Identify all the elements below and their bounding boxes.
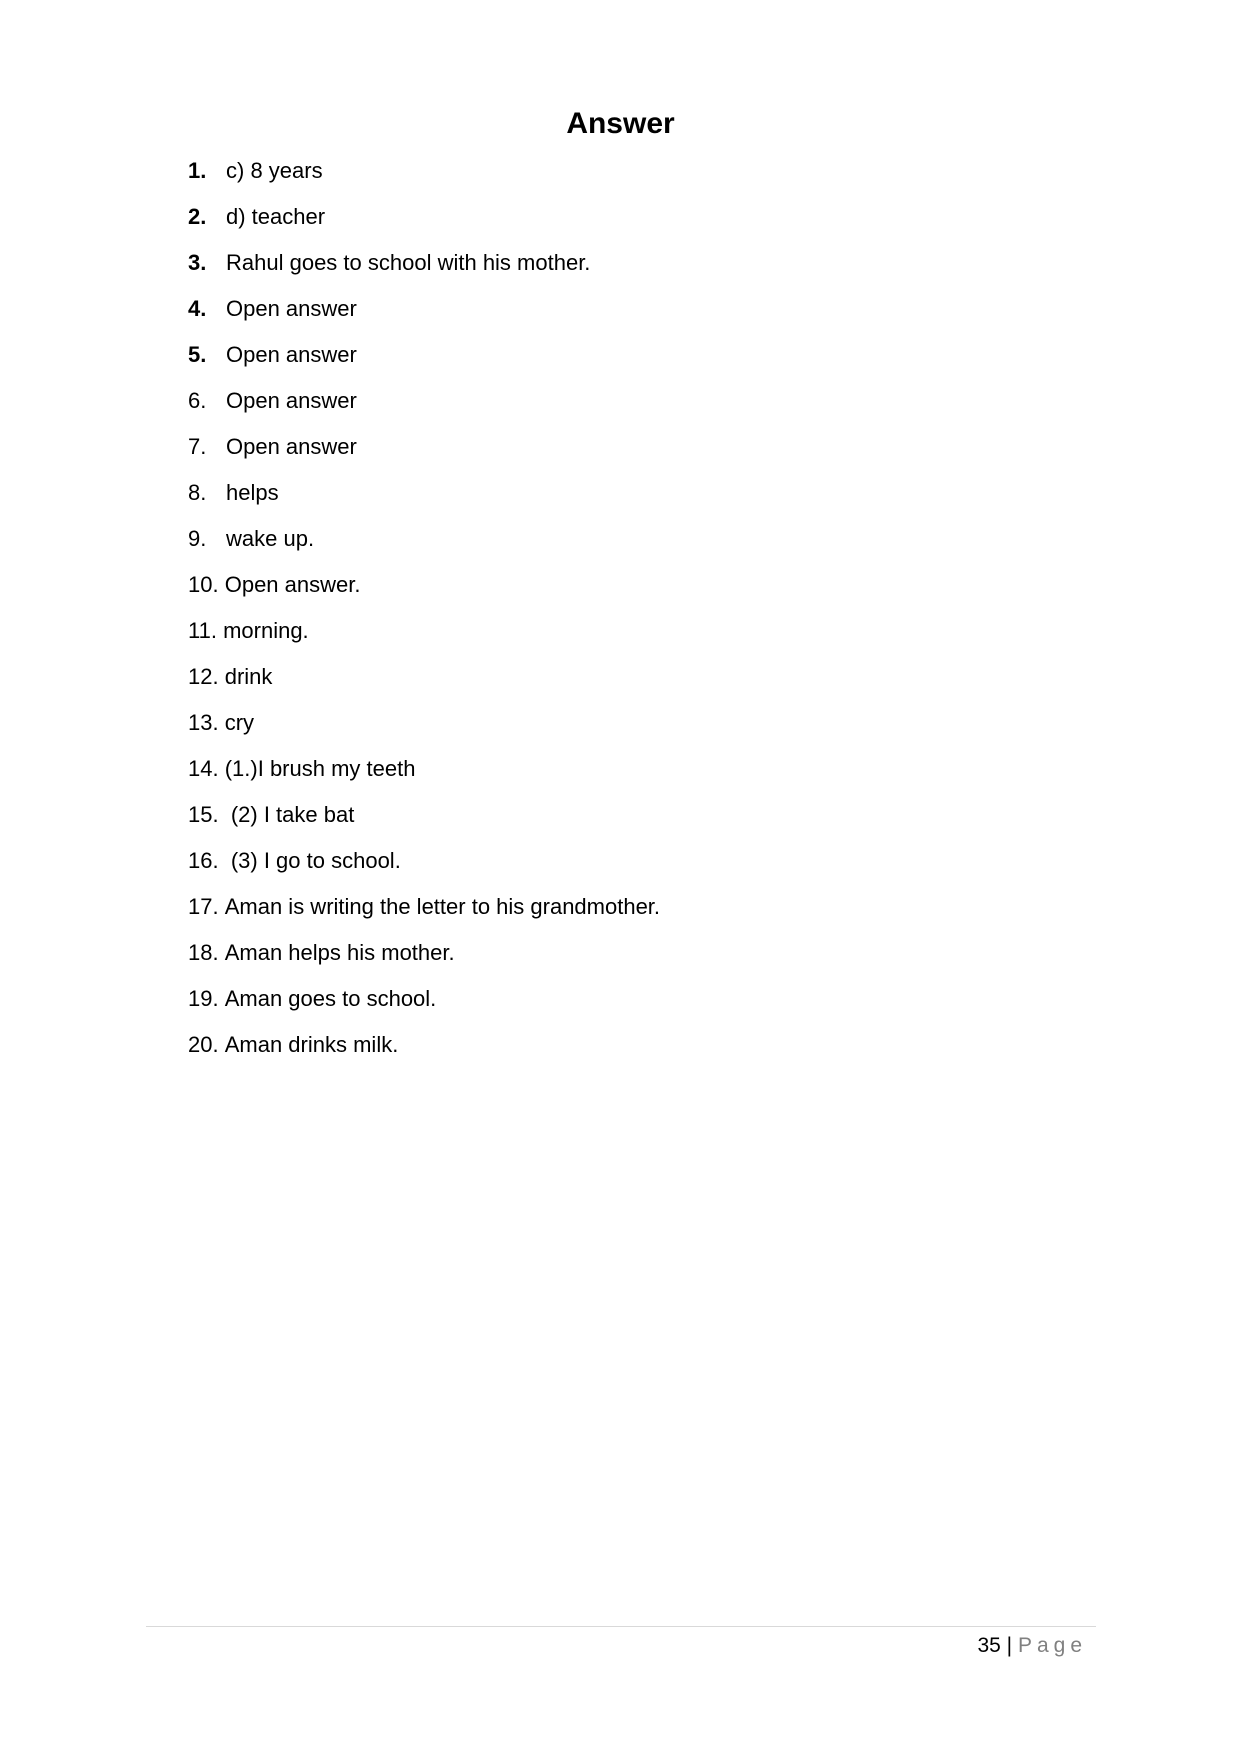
answer-item bbox=[188, 941, 660, 987]
answer-number: 6. bbox=[188, 388, 207, 413]
answer-text: drink bbox=[224, 664, 273, 689]
answer-number: 8. bbox=[188, 480, 207, 505]
answer-item bbox=[188, 297, 660, 343]
answer-number: 16. bbox=[188, 848, 219, 873]
answer-item bbox=[188, 803, 660, 849]
answer-text: morning. bbox=[223, 618, 309, 643]
answer-text: Aman drinks milk. bbox=[224, 1032, 399, 1057]
answer-text: (1.)I brush my teeth bbox=[224, 756, 416, 781]
answer-text: (3) I go to school. bbox=[224, 848, 401, 873]
answer-number: 17. bbox=[188, 894, 219, 919]
footer-divider bbox=[146, 1626, 1096, 1627]
page-title: Answer bbox=[566, 107, 675, 140]
page-footer bbox=[977, 1632, 1087, 1660]
answer-item bbox=[188, 711, 660, 757]
answer-number: 15. bbox=[188, 802, 219, 827]
answer-item bbox=[188, 205, 660, 251]
answer-number: 7. bbox=[188, 434, 207, 459]
answer-number: 3. bbox=[188, 250, 207, 275]
answer-item bbox=[188, 481, 660, 527]
answer-item bbox=[188, 159, 660, 205]
answer-text: helps bbox=[226, 480, 279, 505]
footer-separator: | bbox=[1006, 1634, 1013, 1657]
answer-number: 13. bbox=[188, 710, 219, 735]
answer-number: 12. bbox=[188, 664, 219, 689]
answer-text: Aman goes to school. bbox=[224, 986, 437, 1011]
answer-item bbox=[188, 527, 660, 573]
answer-number: 11. bbox=[188, 618, 217, 643]
answer-number: 19. bbox=[188, 986, 219, 1011]
answer-item bbox=[188, 343, 660, 389]
answer-text: c) 8 years bbox=[226, 158, 323, 183]
answer-number: 5. bbox=[188, 342, 207, 367]
answer-item bbox=[188, 849, 660, 895]
answer-number: 4. bbox=[188, 296, 207, 321]
answer-text: Open answer bbox=[226, 434, 357, 459]
answer-item bbox=[188, 757, 660, 803]
answer-number: 18. bbox=[188, 940, 219, 965]
answer-number: 2. bbox=[188, 204, 207, 229]
answer-text: Aman is writing the letter to his grandmother. bbox=[224, 894, 661, 919]
answer-number: 9. bbox=[188, 526, 207, 551]
answer-text: d) teacher bbox=[226, 204, 326, 229]
answer-item bbox=[188, 251, 660, 297]
page-number: 35 bbox=[977, 1634, 1001, 1657]
answer-text: Open answer. bbox=[224, 572, 361, 597]
answer-text: Open answer bbox=[226, 342, 357, 367]
answer-number: 1. bbox=[188, 158, 207, 183]
answer-item bbox=[188, 895, 660, 941]
answer-item bbox=[188, 987, 660, 1033]
answer-item bbox=[188, 435, 660, 481]
answer-item bbox=[188, 619, 660, 665]
page-label: Page bbox=[1017, 1634, 1087, 1657]
answer-text: wake up. bbox=[226, 526, 315, 551]
answer-item bbox=[188, 389, 660, 435]
answer-list bbox=[188, 159, 660, 1079]
answer-item bbox=[188, 665, 660, 711]
answer-item bbox=[188, 573, 660, 619]
answer-text: Aman helps his mother. bbox=[224, 940, 455, 965]
answer-text: (2) I take bat bbox=[224, 802, 355, 827]
answer-text: Open answer bbox=[226, 296, 357, 321]
answer-item bbox=[188, 1033, 660, 1079]
answer-number: 14. bbox=[188, 756, 219, 781]
answer-text: Open answer bbox=[226, 388, 357, 413]
answer-number: 20. bbox=[188, 1032, 219, 1057]
answer-text: cry bbox=[224, 710, 255, 735]
answer-text: Rahul goes to school with his mother. bbox=[226, 250, 591, 275]
answer-number: 10. bbox=[188, 572, 219, 597]
